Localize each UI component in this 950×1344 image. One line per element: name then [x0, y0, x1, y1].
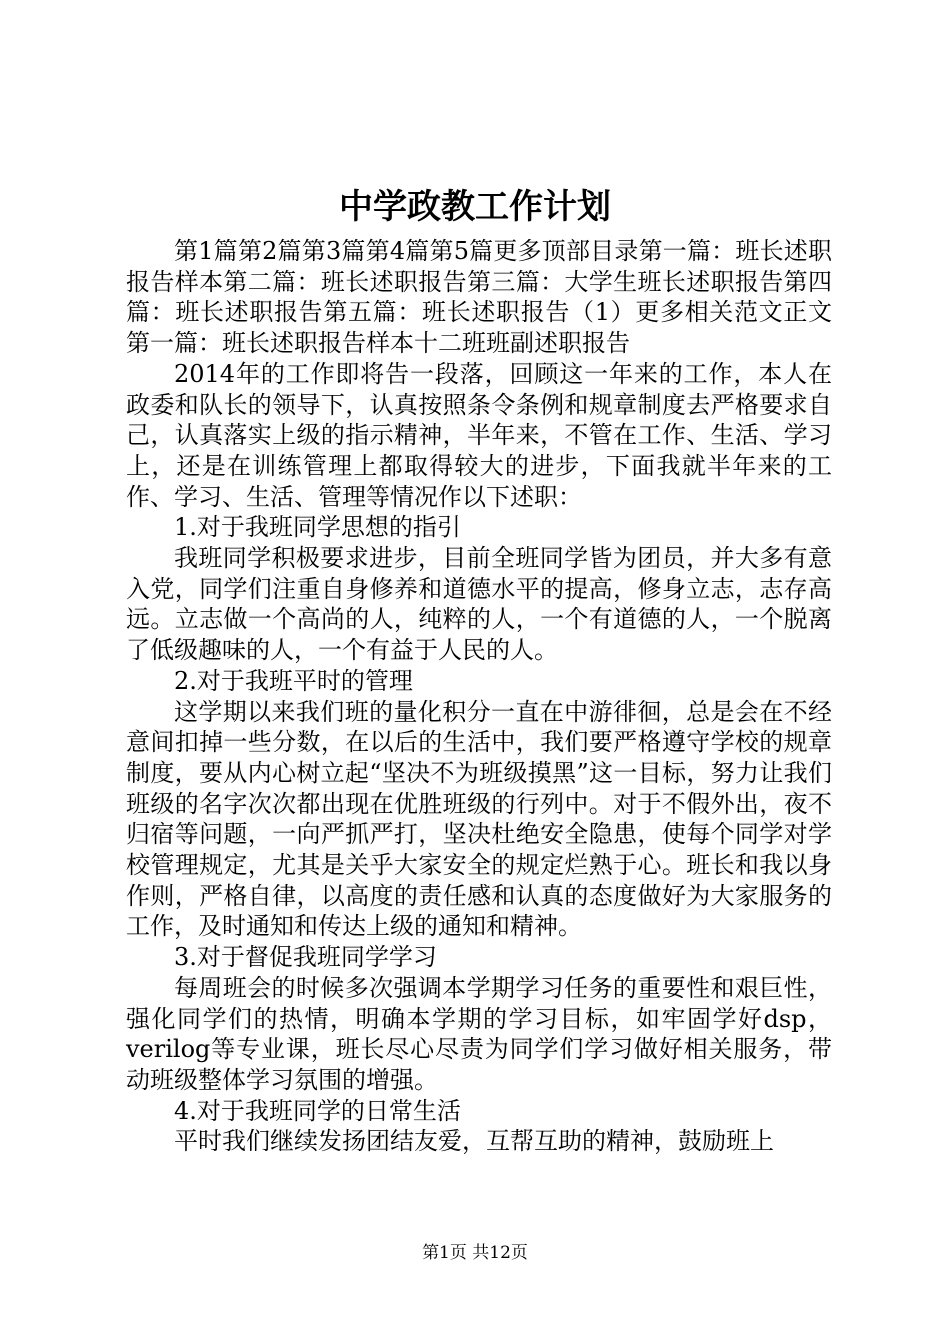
section-heading-2: 2.对于我班平时的管理 [174, 666, 413, 695]
paragraph-section-1: 我班同学积极要求进步，目前全班同学皆为团员，并大多有意入党，同学们注重自身修养和道德水平的提高，修身立志，志存高远。立志做一个高尚的人，纯粹的人，一个有道德的人，一个脱离了低级趣味的人，一个有益于人民的人。 [126, 544, 832, 665]
document-body [126, 236, 832, 1157]
section-heading-3: 3.对于督促我班同学学习 [174, 943, 437, 972]
paragraph-section-2: 这学期以来我们班的量化积分一直在中游徘徊，总是会在不经意间扣掉一些分数，在以后的生活中，我们要严格遵守学校的规章制度，要从内心树立起“坚决不为班级摸黑”这一目标，努力让我们班级的名字次次都出现在优胜班级的行列中。对于不假外出，夜不归宿等问题，一向严抓严打，坚决杜绝安全隐患，使每个同学对学校管理规定，尤其是关乎大家安全的规定烂熟于心。班长和我以身作则，严格自律，以高度的责任感和认真的态度做好为大家服务的工作，及时通知和传达上级的通知和精神。 [126, 697, 832, 941]
paragraph-section-4: 平时我们继续发扬团结友爱，互帮互助的精神，鼓励班上 [174, 1127, 774, 1156]
paragraph-section-3: 每周班会的时候多次强调本学期学习任务的重要性和艰巨性，强化同学们的热情，明确本学期的学习目标，如牢固学好dsp，verilog等专业课，班长尽心尽责为同学们学习做好相关服务，带动班级整体学习氛围的增强。 [126, 973, 832, 1094]
section-heading-4: 4.对于我班同学的日常生活 [174, 1096, 461, 1125]
document-title: 中学政教工作计划 [339, 187, 611, 227]
paragraph-intro: 2014年的工作即将告一段落，回顾这一年来的工作，本人在政委和队长的领导下，认真按照条令条例和规章制度去严格要求自己，认真落实上级的指示精神，半年来，不管在工作、生活、学习上，还是在训练管理上都取得较大的进步，下面我就半年来的工作、学习、生活、管理等情况作以下述职： [126, 359, 832, 511]
page-number-footer: 第1页 共12页 [422, 1243, 528, 1263]
paragraph-toc: 第1篇第2篇第3篇第4篇第5篇更多顶部目录第一篇：班长述职报告样本第二篇：班长述职报告第三篇：大学生班长述职报告第四篇：班长述职报告第五篇：班长述职报告（1）更多相关范文正文第一篇：班长述职报告样本十二班班副述职报告 [126, 237, 832, 358]
section-heading-1: 1.对于我班同学思想的指引 [174, 513, 461, 542]
